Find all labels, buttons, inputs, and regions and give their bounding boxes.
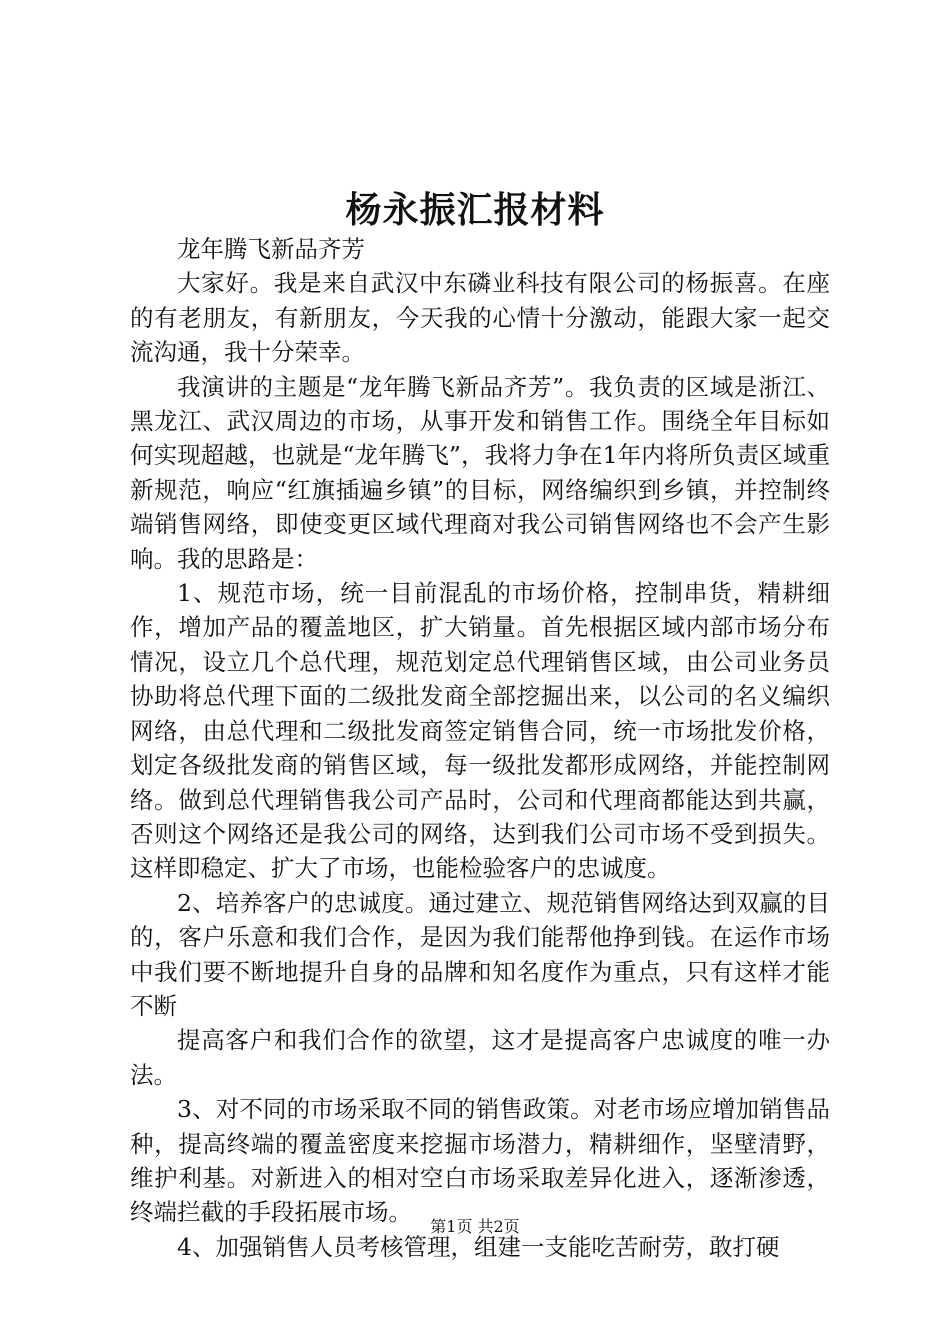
body-paragraph: 4、加强销售人员考核管理，组建一支能吃苦耐劳，敢打硬	[177, 1232, 780, 1261]
body-paragraph: 2、培养客户的忠诚度。通过建立、规范销售网络达到双赢的目的，客户乐意和我们合作，是因为我们能帮他挣到钱。在运作市场中我们要不断地提升自身的品牌和知名度作为重点，只有这样才能不断	[130, 888, 830, 1020]
body-paragraph: 我演讲的主题是“龙年腾飞新品齐芳”。我负责的区域是浙江、黑龙江、武汉周边的市场，从事开发和销售工作。围绕全年目标如何实现超越，也就是“龙年腾飞”，我将力争在1年内将所负责区域重新规范，响应“红旗插遍乡镇”的目标，网络编织到乡镇，并控制终端销售网络，即使变更区域代理商对我公司销售网络也不会产生影响。我的思路是：	[130, 372, 830, 573]
document-title: 杨永振汇报材料	[345, 189, 605, 231]
body-paragraph: 3、对不同的市场采取不同的销售政策。对老市场应增加销售品种，提高终端的覆盖密度来挖掘市场潜力，精耕细作，坚壁清野，维护利基。对新进入的相对空白市场采取差异化进入，逐渐渗透，终端拦截的手段拓展市场。	[130, 1095, 830, 1227]
body-paragraph: 大家好。我是来自武汉中东磷业科技有限公司的杨振喜。在座的有老朋友，有新朋友，今天我的心情十分激动，能跟大家一起交流沟通，我十分荣幸。	[130, 269, 830, 367]
document-body	[130, 232, 830, 1264]
subtitle-paragraph: 龙年腾飞新品齐芳	[177, 235, 365, 263]
page-number-footer: 第1页 共2页	[430, 1217, 520, 1236]
body-paragraph: 1、规范市场，统一目前混乱的市场价格，控制串货，精耕细作，增加产品的覆盖地区，扩大销量。首先根据区域内部市场分布情况，设立几个总代理，规范划定总代理销售区域，由公司业务员协助将总代理下面的二级批发商全部挖掘出来，以公司的名义编织网络，由总代理和二级批发商签定销售合同，统一市场批发价格，划定各级批发商的销售区域，每一级批发都形成网络，并能控制网络。做到总代理销售我公司产品时，公司和代理商都能达到共赢，否则这个网络还是我公司的网络，达到我们公司市场不受到损失。这样即稳定、扩大了市场，也能检验客户的忠诚度。	[130, 579, 830, 883]
body-paragraph: 提高客户和我们合作的欲望，这才是提高客户忠诚度的唯一办法。	[130, 1026, 830, 1089]
